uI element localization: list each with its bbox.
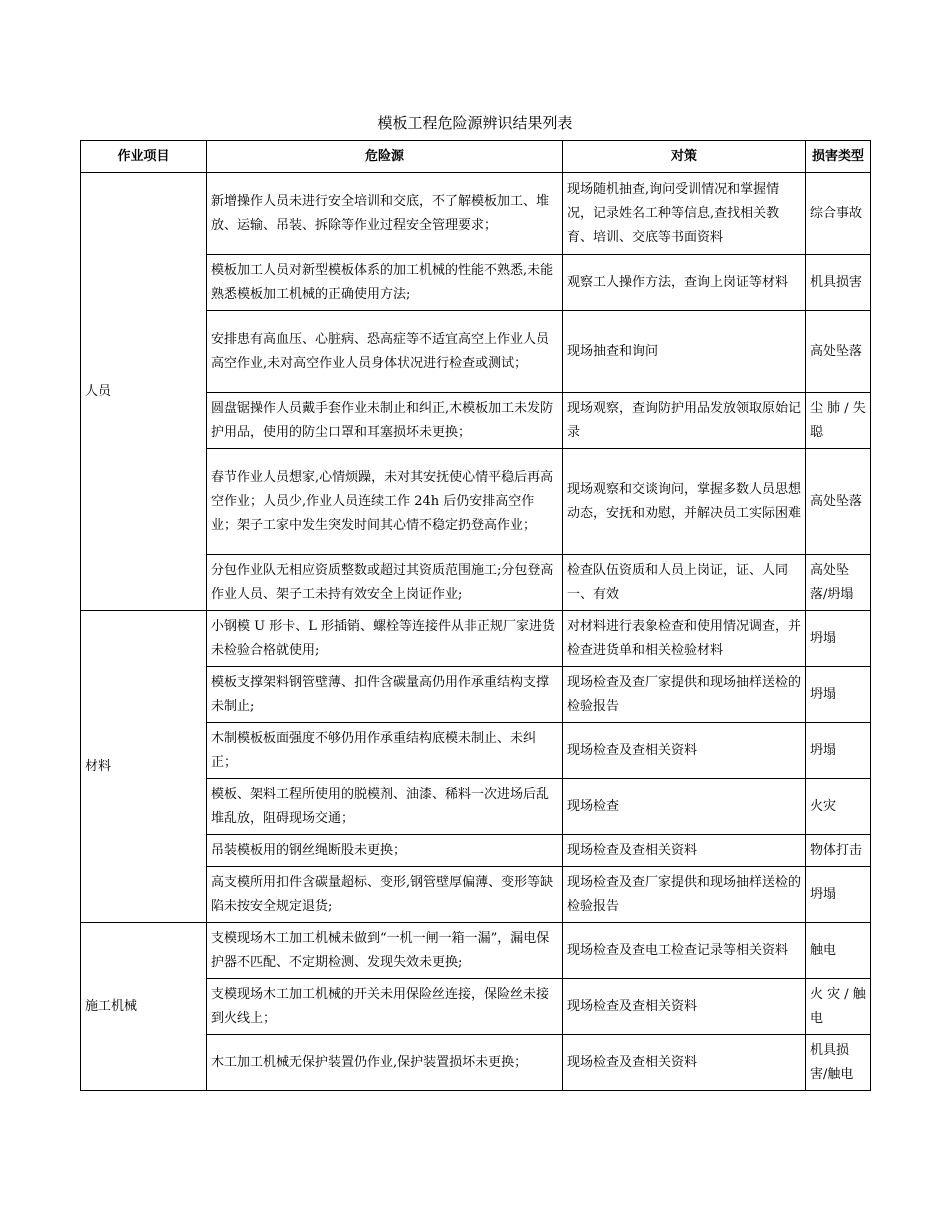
damage-type-cell: 物体打击 <box>806 835 871 867</box>
header-work-item: 作业项目 <box>81 141 207 173</box>
measure-cell: 现场观察，查询防护用品发放领取原始记录 <box>563 393 806 449</box>
hazard-cell: 模板加工人员对新型模板体系的加工机械的性能不熟悉,未能熟悉模板加工机械的正确使用方法; <box>207 255 563 311</box>
measure-cell: 检查队伍资质和人员上岗证，证、人同一、有效 <box>563 555 806 611</box>
hazard-cell: 支模现场木工加工机械的开关未用保险丝连接，保险丝未接到火线上； <box>207 979 563 1035</box>
hazard-cell: 春节作业人员想家,心情烦躁，未对其安抚使心情平稳后再高空作业；人员少,作业人员连续工作 24h 后仍安排高空作业；架子工家中发生突发时间其心情不稳定扔登高作业； <box>207 449 563 555</box>
hazard-cell: 高支模所用扣件含碳量超标、变形,钢管壁厚偏薄、变形等缺陷未按安全规定退货; <box>207 867 563 923</box>
category-machinery: 施工机械 <box>81 923 207 1091</box>
hazard-cell: 新增操作人员未进行安全培训和交底，不了解模板加工、堆放、运输、吊装、拆除等作业过程安全管理要求； <box>207 173 563 255</box>
category-materials: 材料 <box>81 611 207 923</box>
damage-type-cell: 尘 肺 / 失聪 <box>806 393 871 449</box>
measure-cell: 对材料进行表象检查和使用情况调查，并检查进货单和相关检验材料 <box>563 611 806 667</box>
damage-type-cell: 机具损害 <box>806 255 871 311</box>
damage-type-cell: 坍塌 <box>806 867 871 923</box>
header-measure: 对策 <box>563 141 806 173</box>
hazard-cell: 支模现场木工加工机械未做到“一机一闸一箱一漏”，漏电保护器不匹配、不定期检测、发现失效未更换; <box>207 923 563 979</box>
measure-cell: 现场检查 <box>563 779 806 835</box>
table-header-row <box>81 141 871 173</box>
hazard-cell: 吊装模板用的钢丝绳断股未更换； <box>207 835 563 867</box>
measure-cell: 现场检查及查相关资料 <box>563 1035 806 1091</box>
measure-cell: 现场检查及查相关资料 <box>563 979 806 1035</box>
damage-type-cell: 高处坠落 <box>806 449 871 555</box>
damage-type-cell: 高处坠落 <box>806 311 871 393</box>
hazard-cell: 圆盘锯操作人员戴手套作业未制止和纠正,木模板加工未发防护用品，使用的防尘口罩和耳塞损坏未更换； <box>207 393 563 449</box>
damage-type-cell: 机具损害/触电 <box>806 1035 871 1091</box>
hazard-cell: 木制模板板面强度不够仍用作承重结构底模未制止、未纠正； <box>207 723 563 779</box>
damage-type-cell: 火灾 <box>806 779 871 835</box>
hazard-cell: 分包作业队无相应资质整数或超过其资质范围施工;分包登高作业人员、架子工未持有效安全上岗证作业; <box>207 555 563 611</box>
measure-cell: 现场检查及查电工检查记录等相关资料 <box>563 923 806 979</box>
hazard-cell: 模板、架料工程所使用的脱模剂、油漆、稀料一次进场后乱堆乱放，阻碍现场交通； <box>207 779 563 835</box>
damage-type-cell: 高处坠落/坍塌 <box>806 555 871 611</box>
measure-cell: 现场观察和交谈询问，掌握多数人员思想动态，安抚和劝慰，并解决员工实际困难 <box>563 449 806 555</box>
measure-cell: 观察工人操作方法，查询上岗证等材料 <box>563 255 806 311</box>
table-row <box>81 923 871 979</box>
damage-type-cell: 坍塌 <box>806 611 871 667</box>
header-hazard: 危险源 <box>207 141 563 173</box>
measure-cell: 现场检查及查厂家提供和现场抽样送检的检验报告 <box>563 667 806 723</box>
table-row <box>81 173 871 255</box>
hazard-cell: 木工加工机械无保护装置仍作业,保护装置损坏未更换； <box>207 1035 563 1091</box>
damage-type-cell: 坍塌 <box>806 723 871 779</box>
header-damage-type: 损害类型 <box>806 141 871 173</box>
damage-type-cell: 火 灾 / 触电 <box>806 979 871 1035</box>
damage-type-cell: 触电 <box>806 923 871 979</box>
hazard-cell: 安排患有高血压、心脏病、恐高症等不适宜高空上作业人员高空作业,未对高空作业人员身体状况进行检查或测试； <box>207 311 563 393</box>
measure-cell: 现场抽查和询问 <box>563 311 806 393</box>
measure-cell: 现场检查及查相关资料 <box>563 723 806 779</box>
hazard-cell: 小钢模 U 形卡、L 形插销、螺栓等连接件从非正规厂家进货未检验合格就使用; <box>207 611 563 667</box>
hazard-table <box>80 140 871 1091</box>
damage-type-cell: 综合事故 <box>806 173 871 255</box>
table-row <box>81 611 871 667</box>
measure-cell: 现场检查及查厂家提供和现场抽样送检的检验报告 <box>563 867 806 923</box>
hazard-cell: 模板支撑架料钢管壁薄、扣件含碳量高仍用作承重结构支撑未制止; <box>207 667 563 723</box>
measure-cell: 现场检查及查相关资料 <box>563 835 806 867</box>
measure-cell: 现场随机抽查,询问受训情况和掌握情况，记录姓名工种等信息,查找相关教育、培训、交底等书面资料 <box>563 173 806 255</box>
category-personnel: 人员 <box>81 173 207 611</box>
page-title: 模板工程危险源辨识结果列表 <box>377 114 573 132</box>
damage-type-cell: 坍塌 <box>806 667 871 723</box>
